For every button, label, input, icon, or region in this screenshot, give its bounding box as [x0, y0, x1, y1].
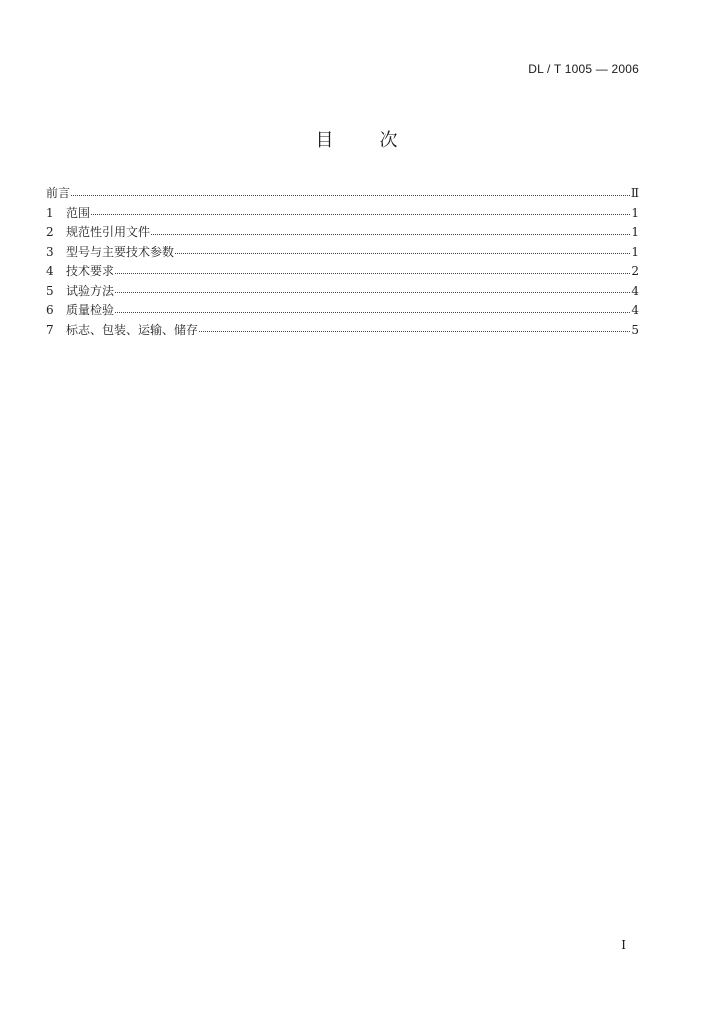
page-number: I [621, 938, 626, 952]
toc-entry-number: 4 [46, 264, 54, 278]
toc-entry-page: 5 [631, 322, 639, 337]
toc-entry-label: 标志、包装、运输、储存 [66, 322, 199, 337]
document-code: DL / T 1005 — 2006 [528, 62, 639, 76]
title-char-1: 目 [315, 130, 334, 151]
toc-entry-3[interactable] [46, 243, 639, 263]
toc-dot-leader [175, 252, 630, 254]
toc-entry-number: 6 [46, 303, 54, 317]
toc-entry-7[interactable] [46, 321, 639, 341]
toc-entry-label: 规范性引用文件 [66, 225, 151, 239]
title-char-2: 次 [379, 130, 398, 151]
toc-entry-page: 4 [631, 303, 639, 317]
toc-entry-page: 1 [631, 205, 639, 220]
toc-entry-1[interactable] [46, 204, 639, 224]
toc-entry-label: 技术要求 [66, 264, 115, 278]
toc-dot-leader [115, 272, 630, 274]
toc-entry-label: 试验方法 [66, 283, 115, 298]
toc-dot-leader [115, 311, 630, 313]
toc-entry-2[interactable] [46, 223, 639, 243]
toc-entry-preface[interactable] [46, 184, 639, 204]
toc-entry-label: 型号与主要技术参数 [66, 244, 175, 259]
toc-entry-number: 3 [46, 244, 54, 259]
toc-entry-page: Ⅱ [630, 186, 639, 200]
toc-entry-4[interactable] [46, 262, 639, 282]
toc-entry-number: 2 [46, 225, 54, 239]
toc-dot-leader [199, 330, 630, 332]
toc-entry-number: 7 [46, 322, 54, 337]
toc-dot-leader [151, 233, 630, 235]
toc-entry-page: 1 [631, 244, 639, 259]
toc-entry-label: 质量检验 [66, 303, 115, 317]
table-of-contents [46, 184, 639, 340]
toc-entry-6[interactable] [46, 301, 639, 321]
page-title [0, 126, 713, 152]
toc-entry-5[interactable] [46, 282, 639, 302]
toc-entry-number: 1 [46, 205, 54, 220]
toc-entry-label: 前言 [46, 186, 71, 200]
toc-entry-label: 范围 [66, 205, 91, 220]
toc-entry-page: 4 [631, 283, 639, 298]
toc-entry-number: 5 [46, 283, 54, 298]
toc-dot-leader [71, 194, 630, 196]
toc-dot-leader [115, 291, 630, 293]
toc-dot-leader [91, 213, 630, 215]
toc-entry-page: 1 [631, 225, 639, 239]
toc-entry-page: 2 [631, 264, 639, 278]
